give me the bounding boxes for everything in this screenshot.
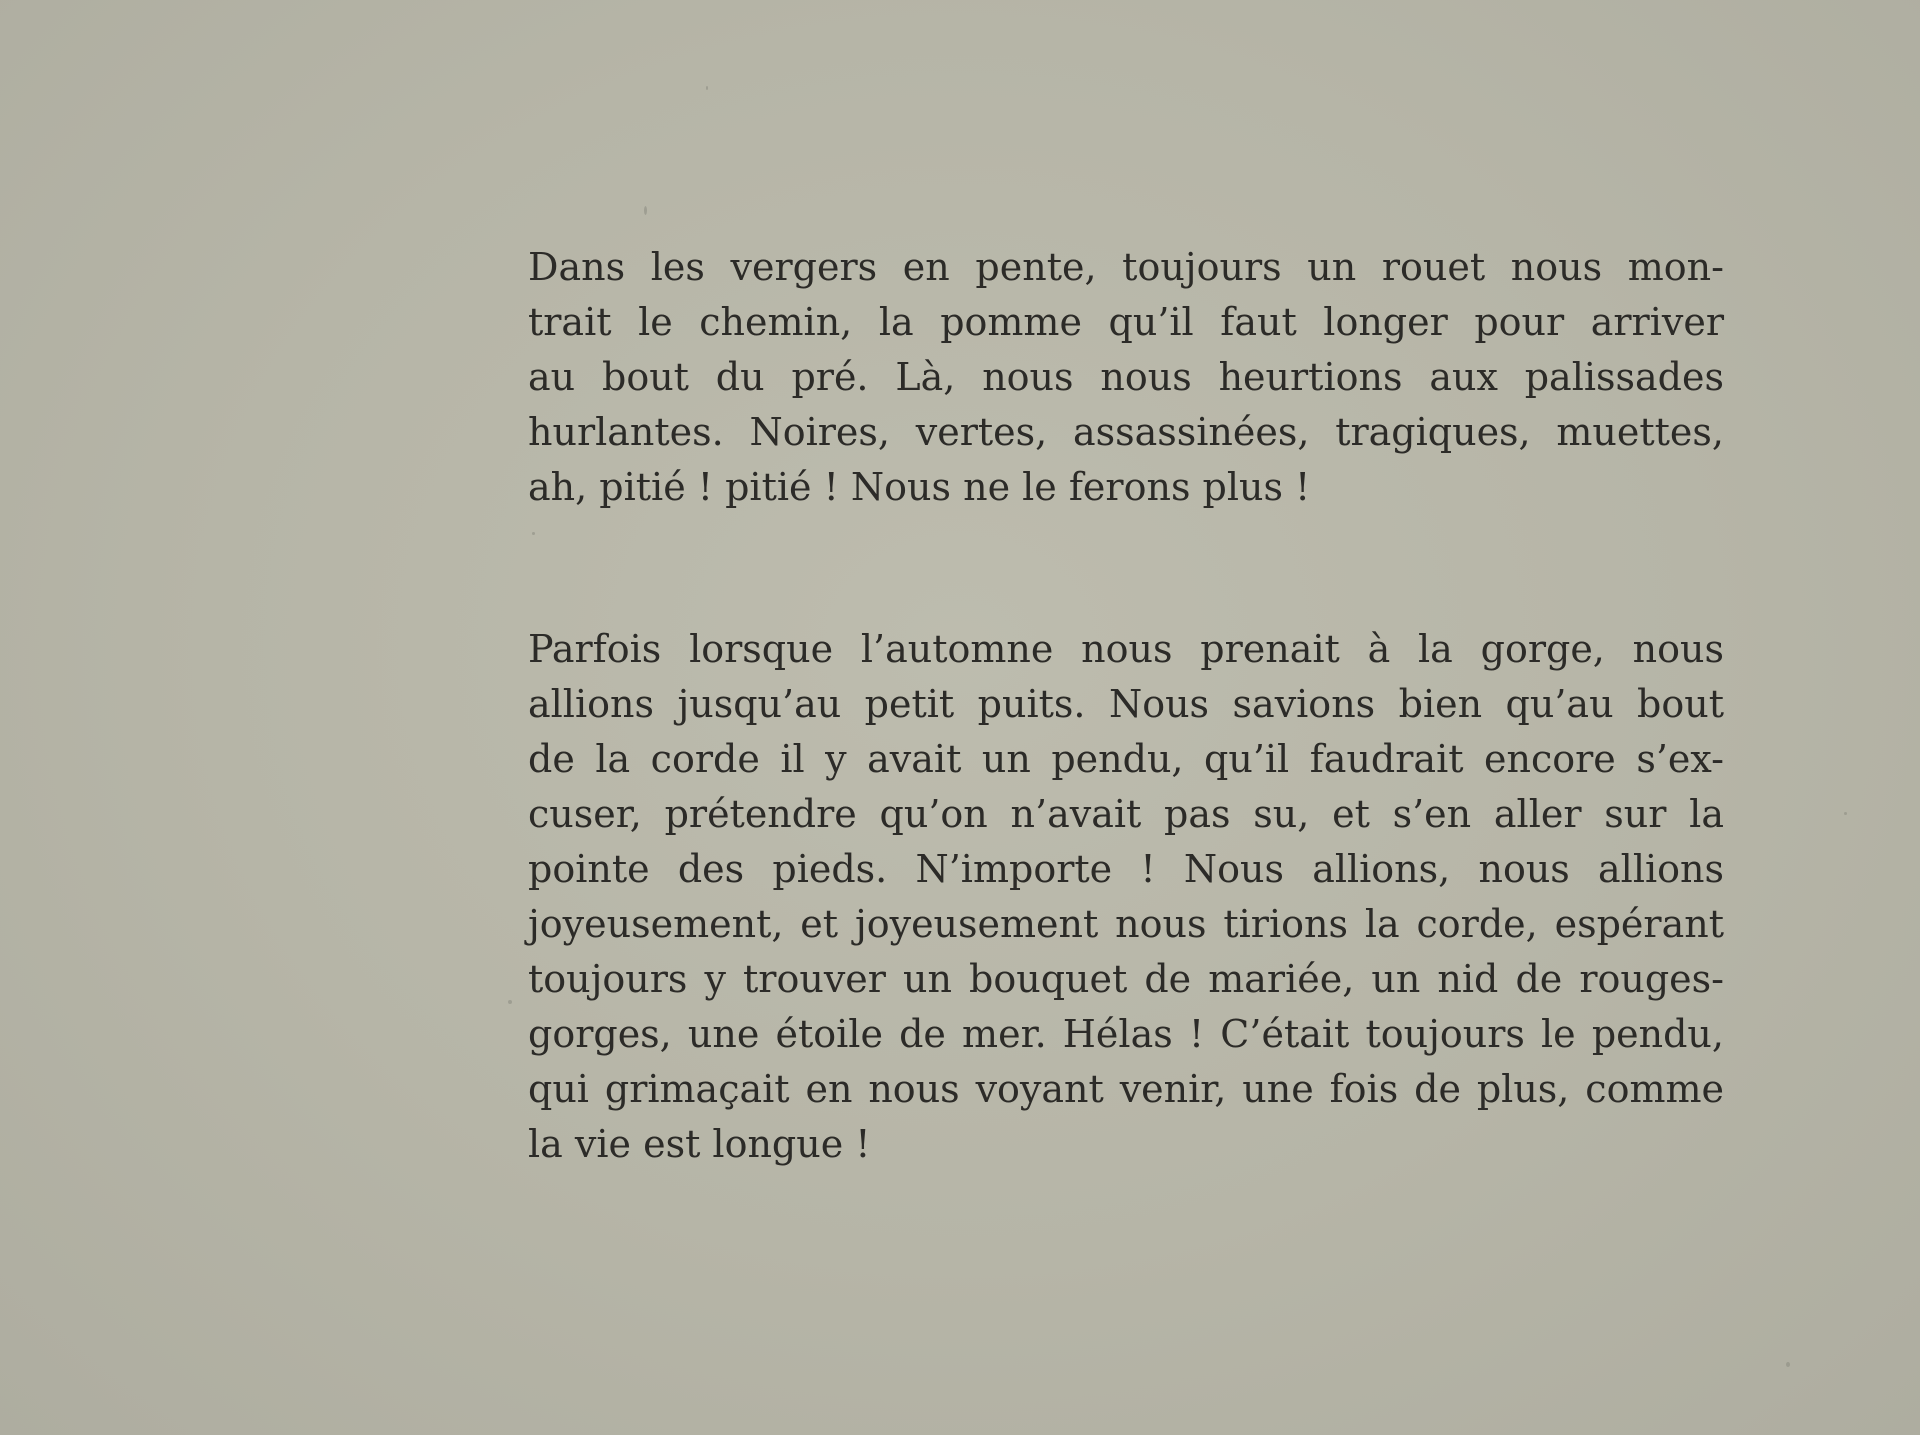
text-line: la vie est longue ! bbox=[528, 1122, 871, 1166]
text-line: Dans les vergers en pente, toujours un rouet nous mon- bbox=[528, 245, 1724, 289]
text-line: ah, pitié ! pitié ! Nous ne le ferons plus ! bbox=[528, 465, 1311, 509]
paper-speck bbox=[1844, 812, 1847, 815]
text-line: trait le chemin, la pomme qu’il faut longer pour arriver bbox=[528, 300, 1724, 344]
text-line: au bout du pré. Là, nous nous heurtions aux palissades bbox=[528, 355, 1724, 399]
paper-speck bbox=[508, 1000, 512, 1004]
text-line: gorges, une étoile de mer. Hélas ! C’était toujours le pendu, bbox=[528, 1012, 1724, 1056]
paper-speck bbox=[706, 86, 708, 90]
text-line: toujours y trouver un bouquet de mariée, un nid de rouges- bbox=[528, 957, 1724, 1001]
text-line: hurlantes. Noires, vertes, assassinées, tragiques, muettes, bbox=[528, 410, 1724, 454]
paper-speck bbox=[532, 532, 535, 535]
text-line: joyeusement, et joyeusement nous tirions la corde, espérant bbox=[528, 902, 1724, 946]
paper-speck bbox=[644, 206, 647, 215]
text-line: qui grimaçait en nous voyant venir, une fois de plus, comme bbox=[528, 1067, 1724, 1111]
text-line: allions jusqu’au petit puits. Nous savions bien qu’au bout bbox=[528, 682, 1724, 726]
text-line: de la corde il y avait un pendu, qu’il faudrait encore s’ex- bbox=[528, 737, 1724, 781]
text-line: pointe des pieds. N’importe ! Nous allions, nous allions bbox=[528, 847, 1724, 891]
paper-speck bbox=[1786, 1362, 1790, 1367]
paragraph-2 bbox=[528, 622, 1724, 1172]
text-line: Parfois lorsque l’automne nous prenait à la gorge, nous bbox=[528, 627, 1724, 671]
paragraph-1 bbox=[528, 240, 1724, 515]
text-line: cuser, prétendre qu’on n’avait pas su, et s’en aller sur la bbox=[528, 792, 1724, 836]
